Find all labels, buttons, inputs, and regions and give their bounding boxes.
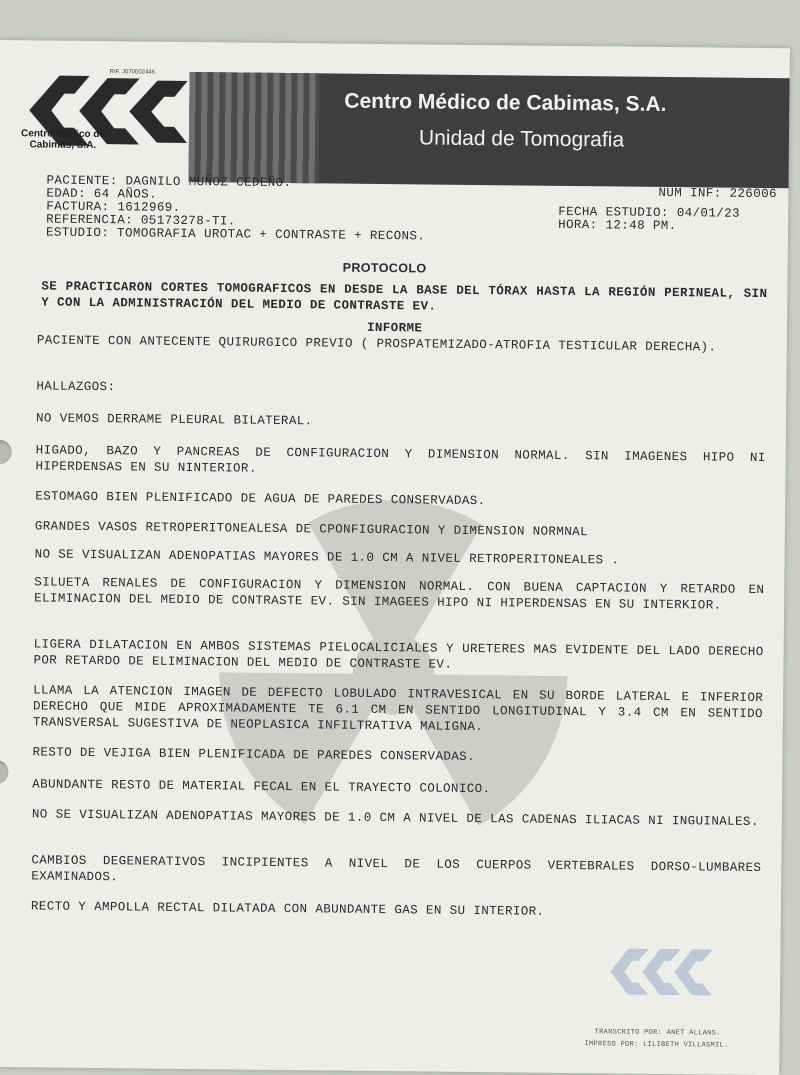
finding-4: GRANDES VASOS RETROPERITONEALESA DE CPONFIGURACION Y DIMENSION NORMNAL [34,519,589,540]
punch-hole [0,760,8,784]
finding-3: ESTOMAGO BIEN PLENIFICADO DE AGUA DE PAREDES CONSERVADAS. [35,489,486,509]
punch-hole [0,440,12,464]
clinical-history: PACIENTE CON ANTECENTE QUIRURGICO PREVIO ( PROSPATEMIZADO-ATROFIA TESTICULAR DERECHA). [36,333,717,355]
report-sheet [0,40,790,1075]
finding-11: NO SE VISUALIZAN ADENOPATIAS MAYORES DE 1.0 CM A NIVEL DE LAS CADENAS ILIACAS NI INGUINALES. [31,807,759,829]
report-number: NUM INF: 226006 [658,185,778,202]
study-date: FECHA ESTUDIO: 04/01/23 [558,204,741,221]
printed-by: IMPRESO POR: LILIBETH VILLASMIL. [584,1040,729,1050]
protocol-heading: PROTOCOLO [342,260,427,276]
finding-6: SILUETA RENALES DE CONFIGURACION Y DIMENSION NORMAL. CON BUENA CAPTACION Y RETARDO EN ELIMINACION DEL MEDIO DE CONTRASTE EV. SIN IMAGEES HIPO NI HIPERDENSAS EN SU INTERKIOR. [34,575,765,613]
logo-rif: RIF. J070002446 [109,69,156,76]
finding-8: LLAMA LA ATENCION IMAGEN DE DEFECTO LOBULADO INTRAVESICAL EN SU BORDE LATERAL E INFERIOR DERECHO QUE MIDE APROXIMADAMENTE TE 6.1 CM EN SENTIDO LONGITUDINAL Y 3.4 CM EN SENTIDO TRANSVERSAL SUGESTIVA DE NEOPLASICA INFILTRATIVA MALIGNA. [32,683,764,735]
patient-name: PACIENTE: DAGNILO MUÑOZ CEDEÑO. [46,173,292,191]
finding-13: RECTO Y AMPOLLA RECTAL DILATADA CON ABUNDANTE GAS EN SU INTERIOR. [30,899,545,919]
finding-10: ABUNDANTE RESTO DE MATERIAL FECAL EN EL TRAYECTO COLONICO. [32,777,491,797]
reference-number: REFERENCIA: 05173278-TI. [46,212,236,229]
finding-5: NO SE VISUALIZAN ADENOPATIAS MAYORES DE 1.0 CM A NIVEL RETROPERITONEALES . [34,547,620,568]
header-stripes [189,72,320,183]
invoice-number: FACTURA: 1612969. [46,199,181,215]
patient-age: EDAD: 64 AÑOS. [46,186,158,202]
report-heading: INFORME [366,320,423,336]
finding-1: NO VEMOS DERRAME PLEURAL BILATERAL. [35,411,313,429]
logo-caption: Centro Médico de Cabimas, S.A. [21,128,106,152]
protocol-text: SE PRACTICARON CORTES TOMOGRAFICOS EN DESDE LA BASE DEL TÓRAX HASTA LA REGIÓN PERINEAL, SIN Y CON LA ADMINISTRACIÓN DEL MEDIO DE CONTRASTE EV. [41,279,768,314]
finding-7: LIGERA DILATACION EN AMBOS SISTEMAS PIELOCALICIALES Y URETERES MAS EVIDENTE DEL LADO DERECHO POR RETARDO DE ELIMINACION DEL MEDIO DE CONTRASTE EV. [33,637,764,672]
faded-stamp-icon [600,926,741,1017]
findings-label: HALLAZGOS: [36,379,116,395]
center-name: Centro Médico de Cabimas, S.A. [344,89,667,116]
finding-9: RESTO DE VEJIGA BIEN PLENIFICADA DE PAREDES CONSERVADAS. [32,745,476,765]
finding-2: HIGADO, BAZO Y PANCREAS DE CONFIGURACION Y DIMENSION NORMAL. SIN IMAGENES HIPO NI HIPERDENSAS EN SU NINTERIOR. [35,443,766,476]
unit-name: Unidad de Tomografia [418,126,625,152]
study-time: HORA: 12:48 PM. [558,217,677,234]
study-type: ESTUDIO: TOMOGRAFIA UROTAC + CONTRASTE + RECONS. [45,225,426,244]
transcribed-by: TRANSCRITO POR: ANET ALLANS. [594,1028,721,1038]
finding-12: CAMBIOS DEGENERATIVOS INCIPIENTES A NIVEL DE LOS CUERPOS VERTEBRALES DORSO-LUMBARES EXAMINADOS. [31,853,762,885]
